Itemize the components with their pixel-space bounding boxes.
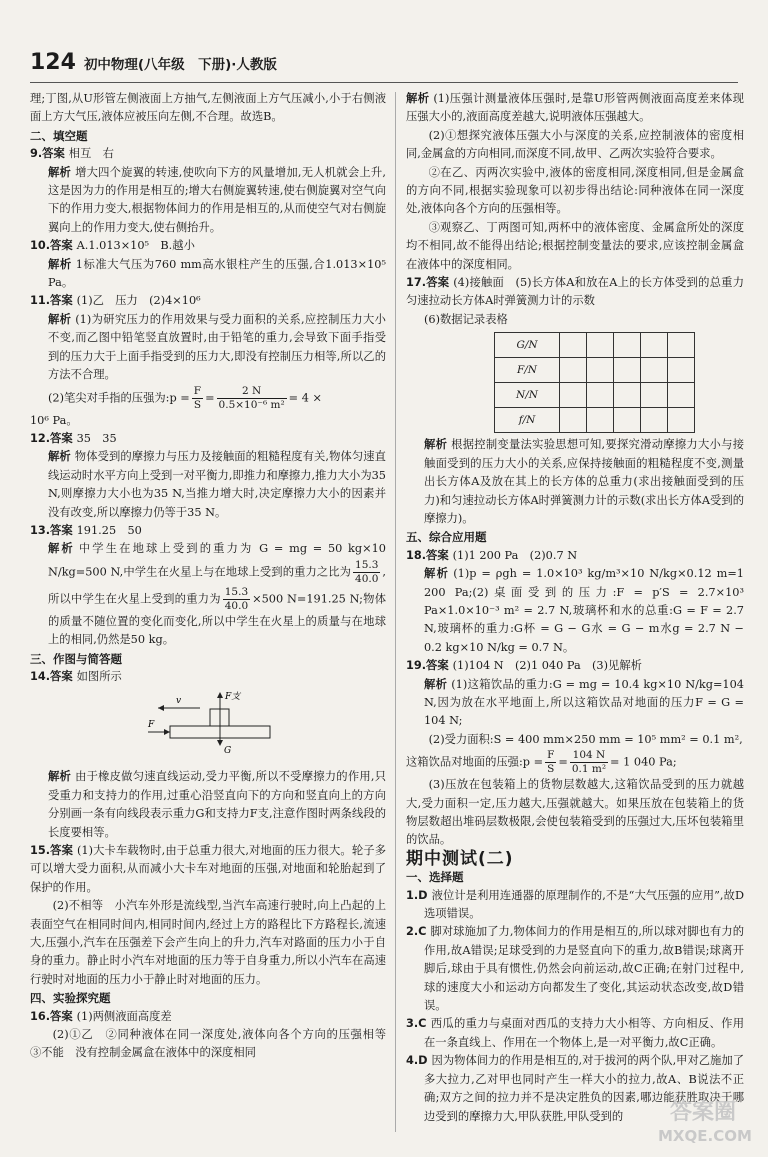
question-number: 9.	[30, 147, 43, 161]
watermark-logo: 答案圈	[670, 1100, 737, 1125]
page-number: 124	[30, 50, 76, 75]
analysis-19: 解析 (1)这箱饮品的重力:G = mg = 10.4 kg×10 N/kg=104 N,因为放在水平地面上,所以这箱饮品对地面的压力F = G = 104 N;	[424, 677, 744, 728]
answer-text: 如图所示	[76, 669, 122, 683]
answer-tag: 答案	[426, 276, 450, 290]
question-number: 14.	[30, 669, 51, 683]
row-header: F/N	[495, 358, 560, 383]
answer-tag: 答案	[50, 294, 73, 308]
data-record-table	[494, 332, 695, 433]
analysis-tag: 解析	[48, 312, 72, 326]
midterm-title: 期中测试(二)	[406, 848, 514, 869]
analysis-16-p4: ③观察乙、丁两图可知,两杯中的液体密度、金属盒所处的深度均不相同,故不能得出结论;根据控制变量法的要求,应该控制金属盒在液体中的深度相同。	[406, 220, 744, 271]
analysis-17: 解析 根据控制变量法实验思想可知,要探究滑动摩擦力大小与接触面受到的压力大小的关系,应保持接触面的粗糙程度不变,测量出长方体A及放在其上的长方体的总重力(求出接触面受到的压力)和匀速拉动长方体A时弹簧测力计的示数(求出长方体A受到的摩擦力)。	[424, 438, 744, 525]
row-header: N/N	[495, 383, 560, 408]
question-18: 18.答案 (1)1 200 Pa (2)0.7 N	[406, 548, 578, 562]
analysis-19-p2: (2)受力面积:S = 400 mm×250 mm = 10⁵ mm² = 0.1 m²,	[428, 732, 743, 746]
table-row	[495, 408, 695, 433]
page-header	[30, 50, 277, 84]
formula-19: 这箱饮品对地面的压强:p = $\frac{F}{S}$ = $\frac{104 N}{\text{0.1 m²}}$ = 1 040 Pa;	[406, 749, 677, 776]
question-13	[30, 522, 386, 540]
choice-2: 2.C 脚对球施加了力,物体间力的作用是相互的,所以球对脚也有力的作用,故A错误;足球受到的力是竖直向下的重力,故B错误;球离开脚后,球由于具有惯性,仍然会向前运动,故C正确;在射门过程中,球的速度大小和运动方向都发生了变化,其运动状态改变,故D错误。	[406, 925, 744, 1013]
column-divider	[395, 92, 396, 1132]
support-force-arrowhead	[217, 692, 223, 698]
analysis-tag: 解析	[48, 165, 72, 179]
velocity-arrowhead	[158, 705, 164, 711]
fraction: $\frac{15.3}{40.0}$	[355, 558, 379, 585]
section-heading: 五、综合应用题	[406, 530, 487, 545]
question-12	[30, 430, 386, 448]
analysis-16: 解析 (1)压强计测量液体压强时,是靠U形管两侧液面高度差来体现压强大小的,液面高度差越大,说明液体压强越大。	[406, 92, 744, 124]
table-caption: (6)数据记录表格	[424, 312, 508, 326]
analysis-tag: 解析	[48, 257, 72, 271]
analysis-tag: 解析	[424, 438, 448, 452]
answer-text: 191.25 50	[76, 523, 142, 537]
answer-15-part2: (2)不相等 小汽车外形是流线型,当汽车高速行驶时,向上凸起的上表面空气在相同时间内,相同时间内,经过上方的路程比下方路程长,流速大,压强小,汽车在压强差下会产生向上的升力,汽车对路面的压力小于自身的重力。静止时小汽车对地面的压力等于自身重力,所以小汽车在高速行驶时对地面的压力小于静止时对地面的压力。	[30, 899, 386, 986]
question-14	[30, 668, 386, 686]
analysis-tag: 解析	[48, 770, 72, 784]
question-number: 17.	[406, 276, 427, 290]
analysis-13: 解析 中学生在地球上受到的重力为 G = mg = 50 kg×10 N/kg=500 N,中学生在火星上与在地球上受到的重力之比为 $\frac{15.3}{40.0}$ ,所以中学生在火星上受到的重力为 $\frac{15.3}{40.0}$ ×500 N=191.25 N;物体的质量不随位置的变化而变化,所以中学生在火星上的质量与在地球上的相同,仍然是50 kg。	[48, 542, 386, 647]
choice-4: 4.D 因为物体间力的作用是相互的,对于拔河的两个队,甲对乙施加了多大拉力,乙对甲也同时产生一样大小的拉力,故A、B说法不正确;双方之间的拉力并不是决定胜负的因素,哪边能获胜取决于哪边受到的摩擦力大,甲队获胜,甲队受到的	[406, 1054, 744, 1123]
choice-3: 3.C 西瓜的重力与桌面对西瓜的支持力大小相等、方向相反、作用在一条直线上、作用在一个物体上,是一对平衡力,故C正确。	[406, 1017, 744, 1049]
table-row	[495, 333, 695, 358]
choice-1: 1.D 液位计是利用连通器的原理制作的,不是“大气压强的应用”,故D选项错误。	[406, 888, 744, 921]
question-number: 11.	[30, 294, 51, 308]
header-rule	[30, 82, 738, 83]
analysis-tag: 解析	[424, 567, 450, 581]
question-number: 18.	[406, 548, 427, 562]
watermark	[654, 1095, 754, 1151]
question-15	[30, 842, 386, 897]
question-11	[30, 292, 386, 310]
question-number: 12.	[30, 431, 51, 445]
analysis-16-p2: (2)①想探究液体压强大小与深度的关系,应控制液体的密度相同,金属盒的方向相同,而深度不同,故甲、乙两次实验符合要求。	[406, 128, 744, 161]
question-number: 10.	[30, 239, 51, 253]
answer-tag: 答案	[50, 239, 73, 253]
analysis-tag: 解析	[48, 542, 75, 556]
choice-answer: D	[418, 1054, 428, 1068]
choice-answer: D	[418, 888, 428, 902]
section-heading: 三、作图与简答题	[30, 651, 122, 666]
answer-tag: 答案	[50, 669, 73, 683]
analysis-tag: 解析	[424, 677, 448, 691]
choice-answer: C	[418, 925, 427, 939]
right-column	[406, 90, 756, 1126]
fraction: $\frac{F}{S}$	[547, 749, 555, 776]
answer-text: (1)乙 压力 (2)4×10⁶	[76, 294, 201, 308]
analysis-11	[30, 311, 386, 385]
table-row	[495, 358, 695, 383]
question-number: 19.	[406, 659, 427, 673]
answer-text: (1)大卡车载物时,由于总重力很大,对地面的压力很大。轮子多可以增大受力面积,从而减小大卡车对地面的压强,对地面和轮胎起到了保护的作用。	[30, 844, 386, 894]
answer-text: (1)两侧液面高度差	[76, 1009, 172, 1023]
fraction: $\frac{104 N}{\text{0.1 m²}}$	[571, 749, 607, 776]
question-number: 16.	[30, 1009, 51, 1023]
book-title: 初中物理(八年级 下册)·人教版	[83, 57, 277, 73]
force-diagram-svg	[30, 688, 386, 766]
force-diagram	[30, 688, 386, 766]
fraction: $\frac{F}{S}$	[193, 384, 202, 411]
velocity-label: v	[176, 696, 182, 707]
section-heading: 二、填空题	[30, 128, 88, 143]
analysis-text: 物体受到的摩擦力与压力及接触面的粗糙程度有关,物体匀速直线运动时水平方向上受到一对平衡力,即推力和摩擦力,推力大小为35 N,则摩擦力大小也为35 N,当推力增大时,决定摩擦力大小的因素并没有改变,所以摩擦力仍等于35 N。	[48, 450, 386, 519]
section-heading: 一、选择题	[406, 870, 464, 885]
question-16	[30, 1008, 386, 1026]
answer-16-part2: (2)①乙 ②同种液体在同一深度处,液体向各个方向的压强相等 ③不能 没有控制金属盒在液体中的深度相同	[30, 1028, 398, 1060]
analysis-text: 1标准大气压为760 mm高水银柱产生的压强,合1.013×10⁵ Pa。	[48, 257, 386, 290]
analysis-14	[30, 768, 386, 842]
gravity-label: G	[224, 746, 232, 757]
question-17: 17.答案 (4)接触面 (5)长方体A和放在A上的长方体受到的总重力 匀速拉动长方体A时弹簧测力计的示数	[406, 276, 756, 308]
analysis-text: (1)为研究压力的作用效果与受力面积的关系,应控制压力大小不变,而乙图中铅笔竖直放置时,由于铅笔的重力,会导致下面手指受到的压力大于上面手指受到的压力大,即没有控制压力相等,所以乙的方法不合理。	[48, 312, 386, 382]
analysis-9	[30, 164, 386, 238]
analysis-16-p3: ②在乙、丙两次实验中,液体的密度相同,深度相同,但是金属盒的方向不同,根据实验现象可以初步得出结论:同种液体在同一深度处,液体向各个方向的压强相等。	[406, 165, 744, 216]
analysis-text: 增大四个旋翼的转速,使吹向下方的风量增加,无人机就会上升,这是因为力的作用是相互的;增大右侧旋翼转速,使右侧旋翼对空气向下的作用力变大,根据物体间力的作用是相互的,从而使空气对右侧旋翼向上的作用力变大,使右侧抬升。	[48, 165, 386, 234]
row-header: f/N	[495, 408, 560, 433]
answer-tag: 答案	[426, 659, 449, 673]
question-number: 13.	[30, 523, 51, 537]
answer-text: 35 35	[76, 431, 117, 445]
analysis-10	[30, 256, 386, 293]
answer-tag: 答案	[426, 548, 449, 562]
watermark-url: MXQE.COM	[658, 1127, 752, 1145]
analysis-text: 由于橡皮做匀速直线运动,受力平衡,所以不受摩擦力的作用,只受重力和支持力的作用,过重心沿竖直向下的方向和竖直向上的方向分别画一条有向线段表示重力G和支持力F支,注意作图时两条线段的长度要相等。	[48, 770, 386, 839]
pull-force-arrowhead	[164, 729, 170, 735]
answer-tag: 答案	[50, 1009, 73, 1023]
continued-text: 理;丁图,从U形管左侧液面上方抽气,左侧液面上方气压减小,小于右侧液面上方大气压,液体应被压向左侧,不合理。故选B。	[30, 92, 386, 124]
question-19: 19.答案 (1)104 N (2)1 040 Pa (3)见解析	[406, 659, 642, 673]
question-9	[30, 145, 386, 163]
left-column	[30, 90, 398, 1063]
fraction: $\frac{2 N}{\text{0.5×10⁻⁶ m²}}$	[218, 384, 285, 411]
answer-tag: 答案	[50, 523, 73, 537]
row-header: G/N	[495, 333, 560, 358]
section-heading: 四、实验探究题	[30, 991, 111, 1006]
analysis-12	[30, 448, 386, 522]
answer-text: 相互 右	[68, 147, 114, 161]
answer-tag: 答案	[50, 431, 73, 445]
support-force-label: F支	[225, 692, 241, 703]
analysis-tag: 解析	[48, 450, 71, 464]
formula-11: (2)笔尖对手指的压强为:p = $\frac{F}{S}$ = $\frac{2 N}{\text{0.5×10⁻⁶ m²}}$ = 4 ×	[48, 384, 322, 411]
choice-answer: C	[418, 1017, 427, 1031]
analysis-18: 解析 (1)p = ρgh = 1.0×10³ kg/m³×10 N/kg×0.12 m=1 200 Pa;(2)桌面受到的压力:F = p′S = 2.7×10³ Pa×1.0×10⁻³ m² = 2.7 N,玻璃杯和水的总重:G = F = 2.7 N,玻璃杯的重力:G杯 = G − G水 = G − m水g = 2.7 N − 0.2 kg×10 N/kg = 0.7 N。	[424, 567, 744, 654]
analysis-tag: 解析	[406, 92, 430, 105]
formula-11-tail: 10⁶ Pa。	[30, 413, 78, 427]
pull-force-label: F	[148, 720, 155, 731]
question-10	[30, 237, 386, 255]
answer-tag: 答案	[50, 844, 73, 857]
table-row	[495, 383, 695, 408]
answer-tag: 答案	[42, 147, 65, 161]
gravity-arrowhead	[217, 740, 223, 746]
fraction: $\frac{15.3}{40.0}$	[224, 585, 249, 612]
question-number: 15.	[30, 844, 51, 857]
analysis-19-p3: (3)压放在包装箱上的货物层数越大,这箱饮品受到的压力就越大,受力面积一定,压力越大,压强就越大。如果压放在包装箱上的货物层数超出堆码层数极限,会使包装箱受到的压强过大,压坏包装箱里的饮品。	[406, 778, 744, 847]
answer-text: A.1.013×10⁵ B.越小	[76, 239, 195, 253]
